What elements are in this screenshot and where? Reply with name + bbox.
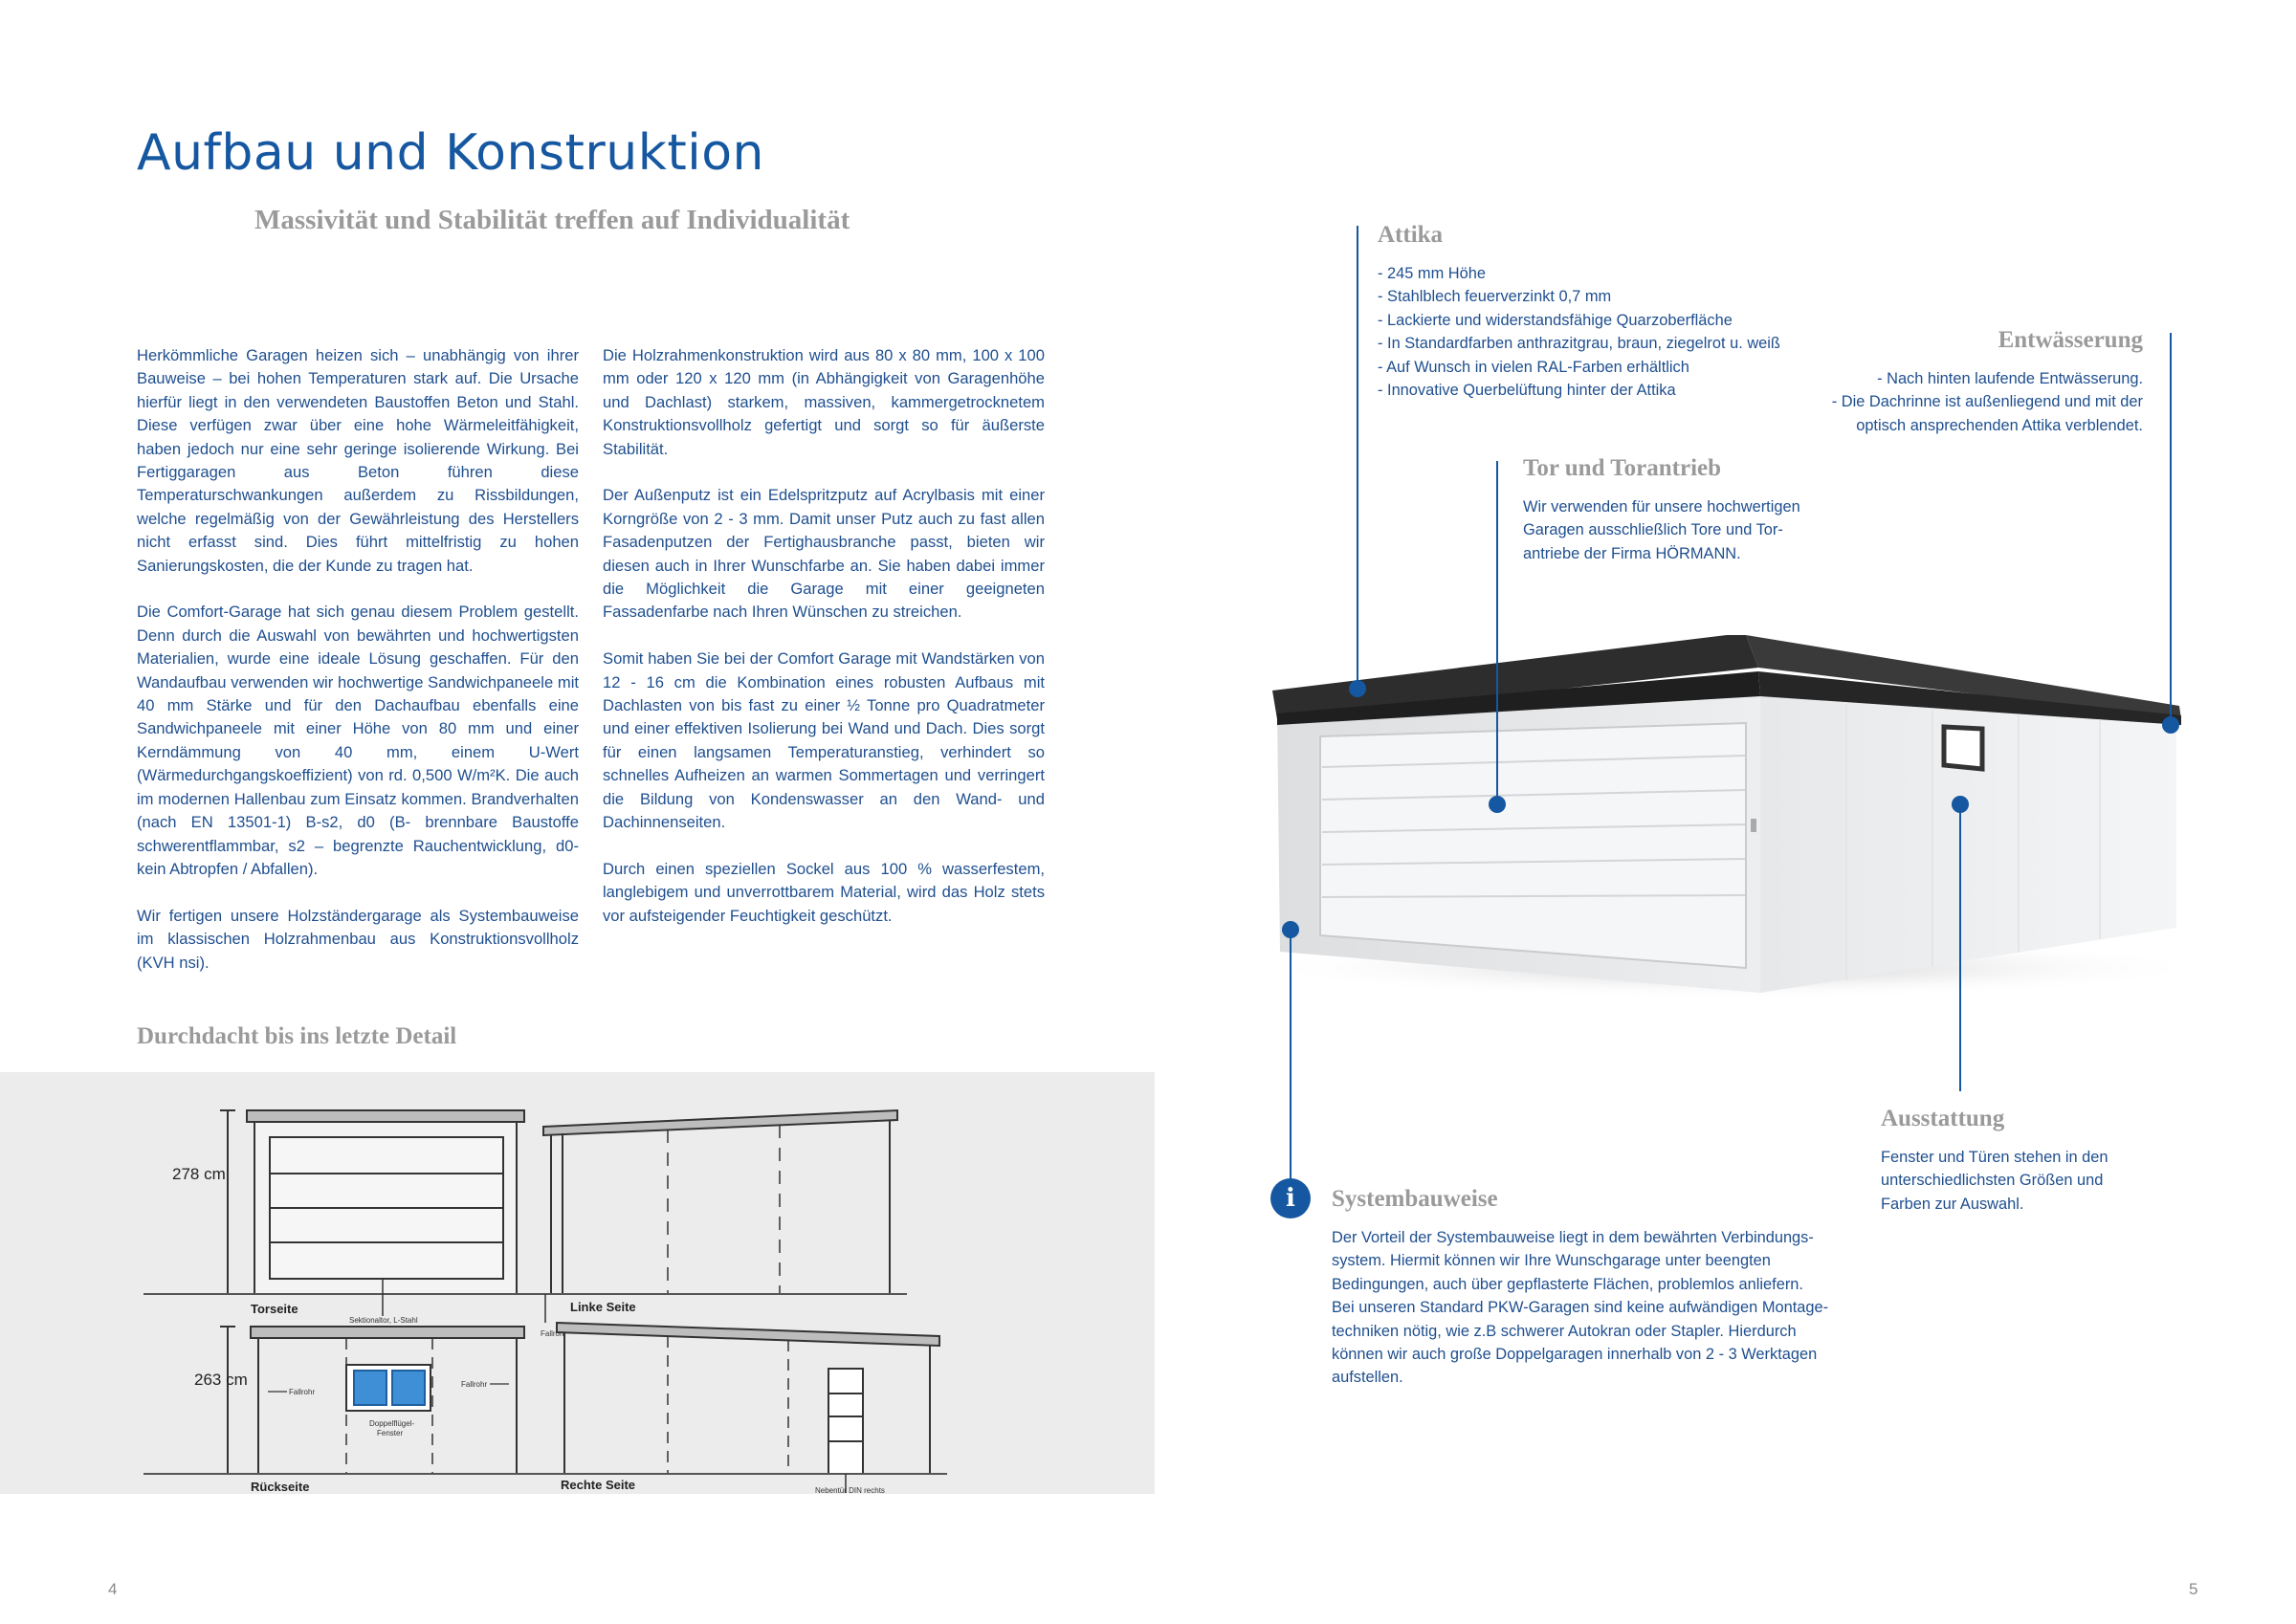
attika-heading: Attika bbox=[1378, 222, 1444, 248]
paragraph: Durch einen speziellen Sockel aus 100 % wasserfestem, langlebigem und unverrottbarem Material, wird das Holz stets vor aufsteigender Feuchtigkeit geschützt. bbox=[603, 859, 1045, 925]
paragraph: Somit haben Sie bei der Comfort Garage mit Wandstärken von 12 - 16 cm die Kombination eines robusten Aufbaus mit Dachlasten von bis fast zu einer ½ Tonne pro Quadratmeter und einer effektiven Isolierung bei Wand und Dach. Dies sorgt für einen langsamen Temperaturanstieg, verhindert so schnelles Aufheizen an warmen Sommertagen und verringert die Bildung von Kondenswasser an den Wand- und Dachinnenseiten. bbox=[603, 649, 1045, 832]
text-line: system. Hiermit können wir Ihre Wunschgarage unter beengten bbox=[1332, 1252, 1771, 1270]
paragraph: Wir fertigen unsere Holzständergarage als Systembauweise im klassischen Holzrahmenbau aus Konstruktionsvollholz (KVH nsi). bbox=[137, 906, 579, 972]
list-item: - Stahlblech feuerverzinkt 0,7 mm bbox=[1378, 288, 1612, 306]
attika-pointer-dot bbox=[1349, 680, 1366, 697]
entwaesserung-pointer-dot bbox=[2162, 716, 2179, 734]
right-view-drawing bbox=[550, 1323, 947, 1493]
text-line: Bei unseren Standard PKW-Garagen sind keine aufwändigen Montage- bbox=[1332, 1299, 1829, 1317]
text-line: Garagen ausschließlich Tore und Tor- bbox=[1523, 521, 1783, 539]
tor-heading: Tor und Torantrieb bbox=[1523, 455, 1722, 481]
text-line: aufstellen. bbox=[1332, 1369, 1403, 1387]
text-column-1 bbox=[137, 344, 579, 998]
left-view-label: Linke Seite bbox=[570, 1300, 636, 1314]
garage-image bbox=[1234, 612, 2200, 1023]
text-line: Farben zur Auswahl. bbox=[1881, 1195, 2024, 1213]
systembauweise-pointer-dot bbox=[1282, 921, 1299, 938]
tor-pointer-line bbox=[1496, 461, 1498, 803]
paragraph: Die Holzrahmenkonstruktion wird aus 80 x 80 mm, 100 x 100 mm oder 120 x 120 mm (in Abhängigkeit von Garagenhöhe und Dachlast) starkem, massiven, kammergetrocknetem Konstruktionsvollholz gefertigt und sorgt so für äußerste Stabilität. bbox=[603, 346, 1045, 458]
ausstattung-pointer-line bbox=[1959, 804, 1961, 1091]
list-item: - In Standardfarben anthrazitgrau, braun, ziegelrot u. weiß bbox=[1378, 335, 1780, 353]
text-line: optisch ansprechenden Attika verblendet. bbox=[1856, 416, 2143, 434]
ausstattung-pointer-dot bbox=[1952, 796, 1969, 813]
left-view-drawing bbox=[541, 1110, 907, 1323]
window-note: Doppelflügel- bbox=[369, 1419, 415, 1428]
page-number-left: 4 bbox=[108, 1580, 118, 1598]
text-line: unterschiedlichsten Größen und bbox=[1881, 1172, 2104, 1190]
page-title: Aufbau und Konstruktion bbox=[137, 124, 764, 182]
attika-list bbox=[1378, 262, 1780, 402]
text-line: Bedingungen, auch über gepflasterte Flächen, problemlos anliefern. bbox=[1332, 1275, 1803, 1293]
back-view-drawing bbox=[144, 1327, 555, 1474]
entwaesserung-text bbox=[1832, 367, 2143, 437]
front-height-label: 278 cm bbox=[172, 1165, 226, 1183]
list-item: - Innovative Querbelüftung hinter der Attika bbox=[1378, 382, 1676, 400]
list-item: - Lackierte und widerstandsfähige Quarzoberfläche bbox=[1378, 311, 1733, 329]
text-line: Der Vorteil der Systembauweise liegt in dem bewährten Verbindungs- bbox=[1332, 1229, 1814, 1246]
ausstattung-heading: Ausstattung bbox=[1881, 1106, 2005, 1131]
right-view-label: Rechte Seite bbox=[561, 1478, 636, 1492]
garage-illustration bbox=[1234, 612, 2200, 1023]
front-view-drawing bbox=[144, 1110, 555, 1316]
list-item: - 245 mm Höhe bbox=[1378, 265, 1486, 282]
back-height-label: 263 cm bbox=[194, 1371, 248, 1389]
technical-drawings bbox=[0, 1072, 1155, 1494]
front-view-label: Torseite bbox=[251, 1302, 298, 1316]
info-icon: i bbox=[1270, 1178, 1311, 1218]
text-line: Fenster und Türen stehen in den bbox=[1881, 1149, 2108, 1166]
text-column-2 bbox=[603, 344, 1045, 952]
technical-drawings-panel bbox=[0, 1072, 1155, 1494]
list-item: - Auf Wunsch in vielen RAL-Farben erhältlich bbox=[1378, 358, 1689, 376]
entwaesserung-pointer-line bbox=[2170, 333, 2172, 725]
systembauweise-pointer-line bbox=[1290, 930, 1292, 1180]
attika-pointer-line bbox=[1357, 226, 1358, 689]
text-line: antriebe der Firma HÖRMANN. bbox=[1523, 544, 1741, 562]
entwaesserung-heading: Entwässerung bbox=[1998, 327, 2143, 353]
page-subtitle: Massivität und Stabilität treffen auf Individualität bbox=[254, 205, 850, 235]
tor-pointer-dot bbox=[1489, 796, 1506, 813]
page-number-right: 5 bbox=[2189, 1580, 2198, 1598]
text-line: - Nach hinten laufende Entwässerung. bbox=[1877, 370, 2143, 387]
back-note-left: Fallrohr bbox=[289, 1388, 316, 1396]
back-note-right: Fallrohr bbox=[461, 1380, 488, 1389]
back-view-label: Rückseite bbox=[251, 1480, 310, 1494]
text-line: Wir verwenden für unsere hochwertigen bbox=[1523, 498, 1800, 516]
text-line: - Die Dachrinne ist außenliegend und mit der bbox=[1831, 393, 2143, 411]
text-line: techniken nötig, wie z.B schwerer Autokran oder Stapler. Hierdurch bbox=[1332, 1322, 1797, 1340]
window-note-2: Fenster bbox=[377, 1429, 404, 1437]
systembauweise-text bbox=[1332, 1226, 1828, 1390]
paragraph: Herkömmliche Garagen heizen sich – unabhängig von ihrer Bauweise – bei hohen Temperaturen stark auf. Die Ursache hierfür liegt in den verwendeten Baustoffen Beton und Stahl. Diese verfügen zwar über eine hohe Wärmeleitfähigkeit, haben jedoch nur eine sehr geringe isolierende Wirkung. Bei Fertiggaragen aus Beton führen diese Temperaturschwankungen außerdem zu Rissbildungen, welche regelmäßig von der Gewährleistung des Herstellers nicht erfasst sind. Dies führt mittelfristig zu hohen Sanierungskosten, die der Kunde zu tragen hat. bbox=[137, 346, 579, 575]
tor-text bbox=[1523, 495, 1800, 565]
detail-heading: Durchdacht bis ins letzte Detail bbox=[137, 1023, 457, 1049]
systembauweise-heading: Systembauweise bbox=[1332, 1186, 1498, 1212]
text-line: können wir auch große Doppelgaragen innerhalb von 2 - 3 Werktagen bbox=[1332, 1346, 1818, 1364]
paragraph: Der Außenputz ist ein Edelspritzputz auf Acrylbasis mit einer Korngröße von 2 - 3 mm. Damit unser Putz auch zu fast allen Fasadenputzen der Fertighausbranche passt, bieten wir diesen auch in Ihrer Wunschfarbe an. Sie haben dabei immer die Möglichkeit die Garage mit einer geeigneten Fassadenfarbe nach Ihren Wünschen zu streichen. bbox=[603, 486, 1045, 622]
left-note: Fallrohr bbox=[541, 1329, 567, 1338]
door-note: Nebentür DIN rechts bbox=[815, 1486, 885, 1494]
paragraph: Die Comfort-Garage hat sich genau diesem Problem gestellt. Denn durch die Auswahl von bewährten und hochwertigsten Materialien, wurde eine ideale Lösung geschaffen. Für den Wandaufbau verwenden wir hochwertige Sandwichpaneele mit 40 mm Stärke und für den Dachaufbau ebenfalls eine Sandwichpaneele mit einer Höhe von 80 mm und einer Kerndämmung von 40 mm, einem U-Wert (Wärmedurchgangskoeffizient) von rd. 0,500 W/m²K. Die auch im modernen Hallenbau zum Einsatz kommen. Brandverhalten (nach EN 13501-1) B-s2, d0 (B- brennbare Baustoffe schwerentflammbar, s2 – begrenzte Rauchentwicklung, d0- kein Abtropfen / Abfallen). bbox=[137, 603, 579, 878]
front-note: Sektionaltor, L-Stahl bbox=[349, 1316, 418, 1325]
ausstattung-text bbox=[1881, 1146, 2108, 1216]
